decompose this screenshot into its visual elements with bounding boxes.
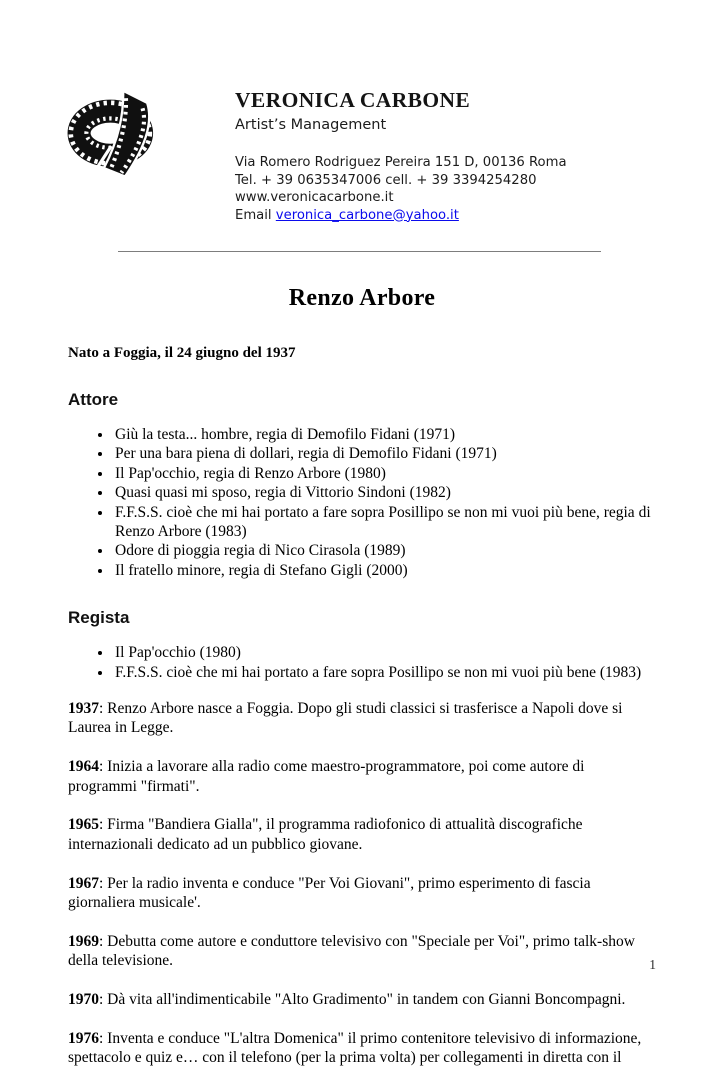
- agency-name: VERONICA CARBONE: [235, 88, 471, 112]
- film-strip-icon: [68, 84, 160, 186]
- timeline-entry: [68, 990, 656, 1009]
- timeline-year: 1969: [68, 932, 99, 950]
- address-line: Via Romero Rodriguez Pereira 151 D, 00136 Roma: [235, 155, 567, 170]
- filmography-item: • Il Pap'occhio, regia di Renzo Arbore (1980): [113, 464, 656, 483]
- section-heading-attore: Attore: [68, 390, 119, 409]
- timeline-entry: [68, 815, 656, 854]
- timeline-year: 1976: [68, 1029, 99, 1047]
- timeline-text: : Inizia a lavorare alla radio come maestro-programmatore, poi come autore di programmi "firmati".: [68, 758, 585, 795]
- filmography-item: • Il fratello minore, regia di Stefano Gigli (2000): [113, 561, 656, 580]
- page-title: Renzo Arbore: [288, 285, 436, 311]
- email-line: [235, 207, 567, 225]
- timeline-text: : Firma "Bandiera Gialla", il programma radiofonico di attualità discografiche internazionali dedicato ad un pubblico giovane.: [68, 816, 583, 853]
- filmography-item: • F.F.S.S. cioè che mi hai portato a fare sopra Posillipo se non mi vuoi più bene, regia di Renzo Arbore (1983): [113, 503, 656, 542]
- email-link[interactable]: veronica_carbone@yahoo.it: [275, 207, 459, 223]
- filmography-item: • Per una bara piena di dollari, regia di Demofilo Fidani (1971): [113, 444, 656, 463]
- timeline-year: 1964: [68, 758, 99, 776]
- section-heading-regista: Regista: [68, 608, 130, 628]
- agency-subtitle: Artist’s Management: [235, 117, 387, 133]
- timeline-text: : Per la radio inventa e conduce "Per Voi Giovani", primo esperimento di fascia giornaliera musicale'.: [68, 874, 591, 912]
- horizontal-rule: [118, 251, 601, 252]
- timeline-year: 1967: [68, 874, 99, 892]
- timeline-year: 1937: [68, 700, 99, 718]
- timeline-text: : Dà vita all'indimenticabile "Alto Gradimento" in tandem con Gianni Boncompagni.: [99, 991, 626, 1009]
- timeline-entry: [68, 757, 656, 796]
- letterhead-text: [235, 84, 567, 224]
- filmography-item: • Il Pap'occhio (1980): [113, 643, 656, 662]
- timeline-text: : Inventa e conduce "L'altra Domenica" il primo contenitore televisivo di informazione, spettacolo e quiz e… con il telefono (per la prima volta) per collegamenti in diretta con il: [68, 1029, 642, 1067]
- timeline-text: : Debutta come autore e conduttore televisivo con "Speciale per Voi", primo talk-show della televisione.: [68, 932, 635, 970]
- timeline-year: 1970: [68, 991, 99, 1009]
- regista-filmography-list: [68, 643, 656, 682]
- birth-line: Nato a Foggia, il 24 giugno del 1937: [68, 345, 296, 361]
- timeline-entry: [68, 699, 656, 738]
- timeline-entry: [68, 1029, 656, 1068]
- timeline-entry: [68, 932, 656, 971]
- timeline-entry: [68, 874, 656, 913]
- filmography-item: • Quasi quasi mi sposo, regia di Vittorio Sindoni (1982): [113, 483, 656, 502]
- filmography-item: • Giù la testa... hombre, regia di Demofilo Fidani (1971): [113, 425, 656, 444]
- biography-timeline: [68, 699, 656, 1068]
- phone-line: Tel. + 39 0635347006 cell. + 39 3394254280: [235, 172, 537, 188]
- page-number: 1: [649, 957, 656, 972]
- attore-filmography-list: [68, 425, 656, 580]
- website-line: www.veronicacarbone.it: [235, 190, 394, 205]
- filmography-item: • F.F.S.S. cioè che mi hai portato a fare sopra Posillipo se non mi vuoi più bene (1983): [113, 663, 656, 682]
- contact-block: [235, 154, 567, 224]
- filmography-item: • Odore di pioggia regia di Nico Cirasola (1989): [113, 541, 656, 560]
- letterhead: [68, 84, 656, 224]
- timeline-year: 1965: [68, 816, 99, 834]
- timeline-text: : Renzo Arbore nasce a Foggia. Dopo gli studi classici si trasferisce a Napoli dove si Laurea in Legge.: [68, 700, 623, 737]
- email-label: Email: [235, 207, 272, 223]
